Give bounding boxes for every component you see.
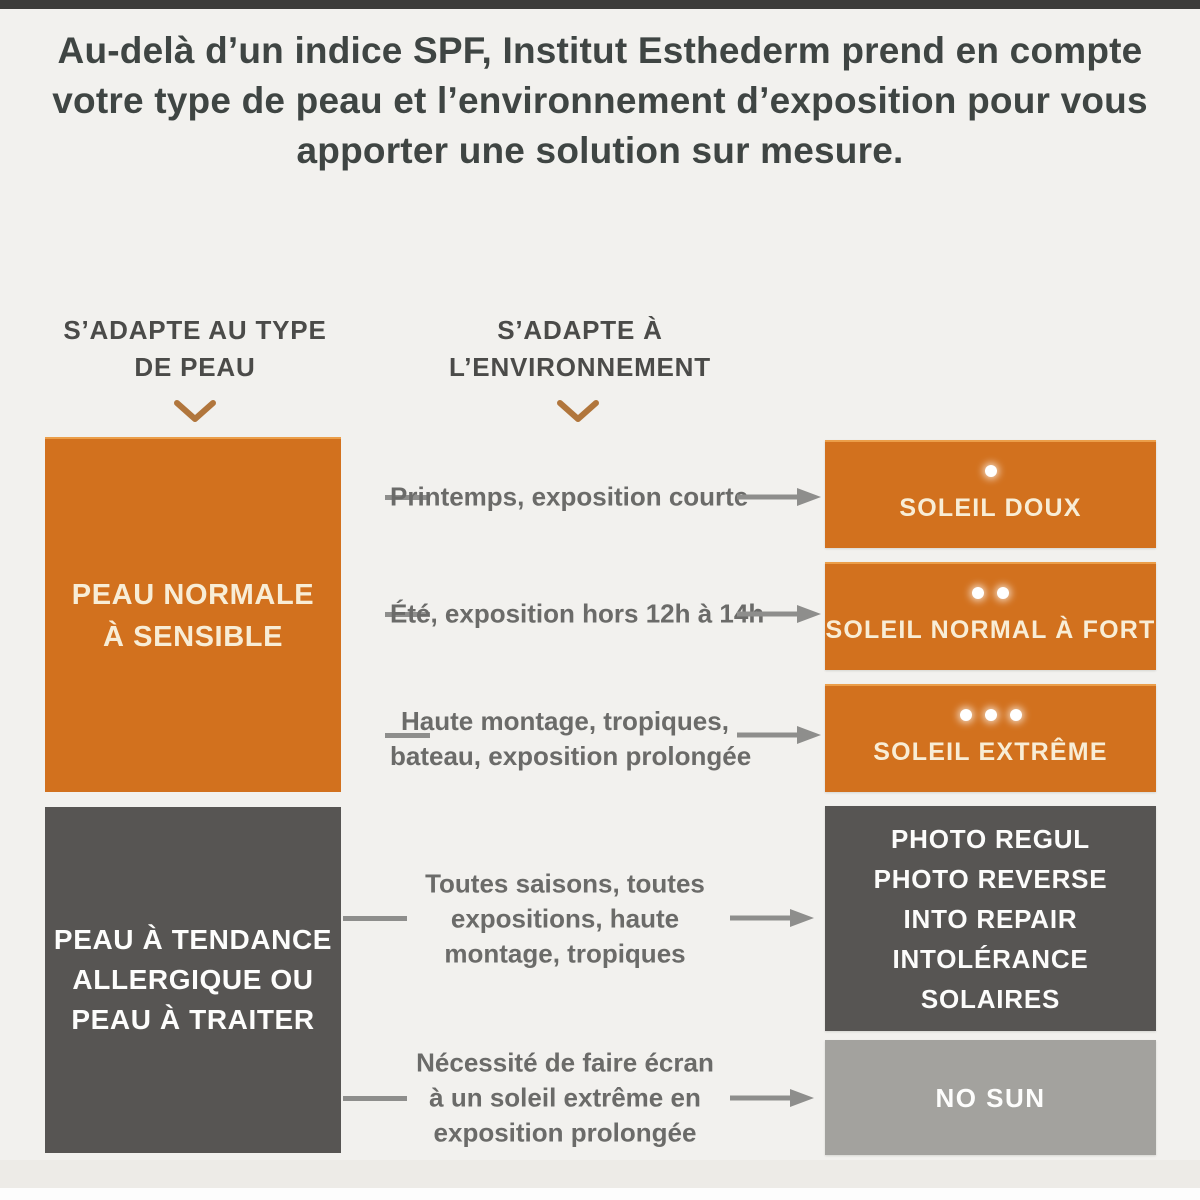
arrow-right-icon [730, 1087, 815, 1109]
skin-type-box-peau-allergique: PEAU À TENDANCE ALLERGIQUE OU PEAU À TRAITER [45, 807, 341, 1153]
result-label: SOLEIL EXTRÊME [873, 738, 1108, 766]
result-box-soleil-normal-a-fort [825, 562, 1156, 670]
bottom-border [0, 1188, 1200, 1200]
sun-intensity-dots [985, 465, 997, 477]
result-label: PHOTO REGUL PHOTO REVERSE INTO REPAIR INTOLÉRANCE SOLAIRES [873, 823, 1108, 1014]
sun-intensity-dots [972, 587, 1009, 599]
column-header-skin-type: S’ADAPTE AU TYPE DE PEAU [63, 315, 327, 382]
condition-text: Nécessité de faire écran à un soleil extrême en exposition prolongée [416, 1047, 714, 1148]
result-box-soleil-doux [825, 440, 1156, 548]
result-box-no-sun [825, 1040, 1156, 1155]
sun-dot-icon [997, 587, 1009, 599]
result-box-soleil-extreme [825, 684, 1156, 792]
chevron-down-icon [555, 398, 601, 426]
result-box-produits-intolerance [825, 806, 1156, 1031]
condition-text: Printemps, exposition courte [390, 481, 749, 512]
arrow-right-icon [737, 486, 822, 508]
sun-dot-icon [1010, 709, 1022, 721]
sun-dot-icon [960, 709, 972, 721]
intro-text: Au-delà d’un indice SPF, Institut Esthederm prend en compte votre type de peau et l’environnement d’exposition pour vous apporter une solution sur mesure. [52, 30, 1148, 171]
sun-dot-icon [985, 709, 997, 721]
condition-text: Haute montage, tropiques, bateau, exposition prolongée [390, 706, 752, 771]
column-header-environment: S’ADAPTE À L’ENVIRONNEMENT [449, 315, 711, 382]
result-label: NO SUN [935, 1082, 1046, 1113]
result-label: SOLEIL NORMAL À FORT [825, 616, 1156, 644]
arrow-right-icon [737, 603, 822, 625]
bottom-tint [0, 1160, 1200, 1188]
condition-text: Toutes saisons, toutes expositions, haute montage, tropiques [425, 868, 705, 969]
result-label: SOLEIL DOUX [899, 494, 1082, 522]
skin-type-box-peau-normale: PEAU NORMALE À SENSIBLE [45, 437, 341, 792]
chevron-down-icon [172, 398, 218, 426]
arrow-right-icon [730, 907, 815, 929]
sun-intensity-dots [960, 709, 1022, 721]
sun-dot-icon [985, 465, 997, 477]
top-border [0, 0, 1200, 9]
condition-text: Été, exposition hors 12h à 14h [390, 598, 765, 629]
sun-dot-icon [972, 587, 984, 599]
arrow-right-icon [737, 724, 822, 746]
